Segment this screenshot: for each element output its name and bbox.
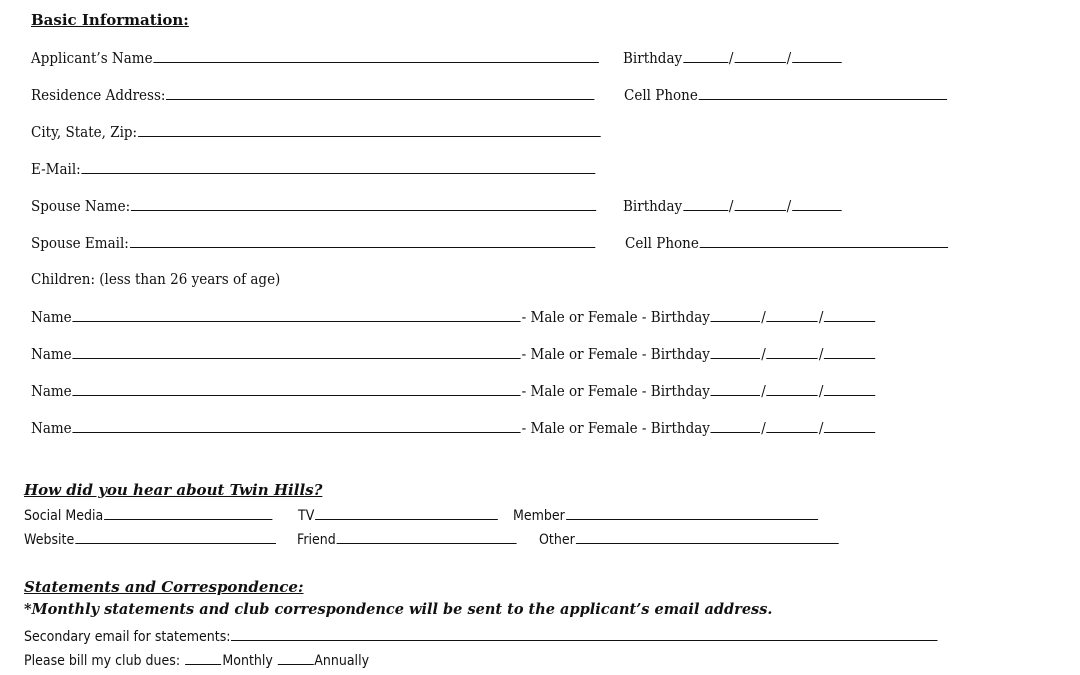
monthly-label: Monthly [222, 653, 273, 669]
date-separator: / [761, 419, 766, 437]
child-birthday-month-field[interactable] [711, 344, 760, 359]
child-birthday-day-field[interactable] [767, 418, 818, 433]
child-name-label: Name [31, 345, 72, 363]
email-field[interactable] [82, 159, 596, 174]
applicant-cell-phone-row [624, 85, 948, 104]
date-separator: / [818, 308, 824, 326]
spouse-birthday-year-field[interactable] [792, 196, 842, 211]
child-name-label: Name [31, 382, 72, 400]
website-label: Website [24, 532, 75, 548]
spouse-email-label: Spouse Email: [31, 234, 129, 252]
spouse-email-field[interactable] [130, 233, 595, 248]
child-birthday-month-field[interactable] [711, 307, 760, 322]
spouse-birthday-day-field[interactable] [734, 196, 785, 211]
bill-dues-label: Please bill my club dues: [24, 653, 181, 669]
bill-annually-field[interactable] [277, 650, 313, 665]
child-row [31, 381, 877, 400]
applicant-cell-phone-label: Cell Phone [624, 86, 698, 104]
spouse-name-label: Spouse Name: [31, 197, 131, 215]
date-separator: / [818, 382, 824, 400]
residence-address-label: Residence Address: [31, 86, 166, 104]
date-separator: / [728, 49, 734, 67]
hear-friend-row [297, 529, 518, 549]
hear-tv-row [298, 505, 499, 525]
date-separator: / [786, 197, 792, 215]
spouse-email-row [31, 233, 596, 252]
child-name-field[interactable] [73, 418, 521, 433]
child-gender-birthday-label: - Male or Female - Birthday [521, 382, 710, 400]
child-row [31, 418, 877, 437]
secondary-email-row [24, 626, 939, 646]
spouse-name-field[interactable] [131, 196, 596, 211]
date-separator: / [761, 345, 766, 363]
member-label: Member [513, 508, 565, 524]
child-name-label: Name [31, 419, 72, 437]
child-row [31, 344, 877, 363]
email-row [31, 159, 596, 178]
spouse-birthday-row [623, 196, 842, 215]
other-label: Other [539, 532, 575, 548]
child-name-field[interactable] [73, 344, 521, 359]
statements-heading: Statements and Correspondence: [24, 578, 304, 596]
hear-social-media-row [24, 505, 273, 525]
children-label: Children: (less than 26 years of age) [31, 270, 281, 288]
child-name-label: Name [31, 308, 72, 326]
applicant-name-field[interactable] [153, 48, 598, 63]
applicant-name-row [31, 48, 600, 67]
child-birthday-year-field[interactable] [824, 381, 875, 396]
residence-address-field[interactable] [166, 85, 594, 100]
friend-label: Friend [297, 532, 336, 548]
secondary-email-field[interactable] [231, 626, 938, 641]
child-birthday-month-field[interactable] [711, 418, 760, 433]
applicant-birthday-day-field[interactable] [734, 48, 785, 63]
bill-dues-row [24, 650, 369, 670]
spouse-cell-phone-field[interactable] [700, 233, 948, 248]
applicant-name-label: Applicant’s Name [31, 49, 153, 67]
child-gender-birthday-label: - Male or Female - Birthday [521, 345, 710, 363]
applicant-birthday-month-field[interactable] [683, 48, 728, 63]
social-media-label: Social Media [24, 508, 104, 524]
child-gender-birthday-label: - Male or Female - Birthday [521, 308, 710, 326]
child-name-field[interactable] [73, 381, 521, 396]
member-field[interactable] [566, 505, 818, 520]
tv-label: TV [298, 508, 315, 524]
friend-field[interactable] [337, 529, 517, 544]
basic-information-heading: Basic Information: [31, 11, 189, 29]
date-separator: / [818, 419, 824, 437]
residence-address-row [31, 85, 596, 104]
date-separator: / [761, 308, 766, 326]
date-separator: / [818, 345, 824, 363]
child-birthday-day-field[interactable] [767, 381, 818, 396]
hear-website-row [24, 529, 277, 549]
date-separator: / [728, 197, 734, 215]
annually-label: Annually [314, 653, 370, 669]
bill-monthly-field[interactable] [186, 650, 222, 665]
child-birthday-month-field[interactable] [711, 381, 760, 396]
child-birthday-day-field[interactable] [767, 344, 818, 359]
spouse-cell-phone-row [625, 233, 949, 252]
website-field[interactable] [75, 529, 276, 544]
date-separator: / [786, 49, 792, 67]
child-birthday-day-field[interactable] [767, 307, 818, 322]
hear-other-row [539, 529, 839, 549]
child-gender-birthday-label: - Male or Female - Birthday [521, 419, 710, 437]
other-field[interactable] [576, 529, 839, 544]
child-birthday-year-field[interactable] [824, 418, 875, 433]
spouse-cell-phone-label: Cell Phone [625, 234, 699, 252]
statements-note: *Monthly statements and club correspondence will be sent to the applicant’s email address. [24, 601, 773, 618]
children-row [31, 270, 280, 288]
applicant-cell-phone-field[interactable] [699, 85, 947, 100]
city-state-zip-row [31, 122, 602, 141]
how-did-you-hear-heading: How did you hear about Twin Hills? [24, 481, 323, 499]
child-name-field[interactable] [73, 307, 521, 322]
spouse-name-row [31, 196, 597, 215]
spouse-birthday-label: Birthday [623, 197, 683, 215]
applicant-birthday-year-field[interactable] [792, 48, 842, 63]
spouse-birthday-month-field[interactable] [683, 196, 728, 211]
email-label: E-Mail: [31, 160, 81, 178]
city-state-zip-label: City, State, Zip: [31, 123, 138, 141]
hear-member-row [513, 505, 819, 525]
child-birthday-year-field[interactable] [824, 307, 875, 322]
child-birthday-year-field[interactable] [824, 344, 875, 359]
applicant-birthday-row [623, 48, 842, 67]
child-row [31, 307, 877, 326]
secondary-email-label: Secondary email for statements: [24, 629, 231, 645]
date-separator: / [761, 382, 766, 400]
social-media-field[interactable] [104, 505, 272, 520]
tv-field[interactable] [315, 505, 498, 520]
city-state-zip-field[interactable] [138, 122, 601, 137]
applicant-birthday-label: Birthday [623, 49, 683, 67]
